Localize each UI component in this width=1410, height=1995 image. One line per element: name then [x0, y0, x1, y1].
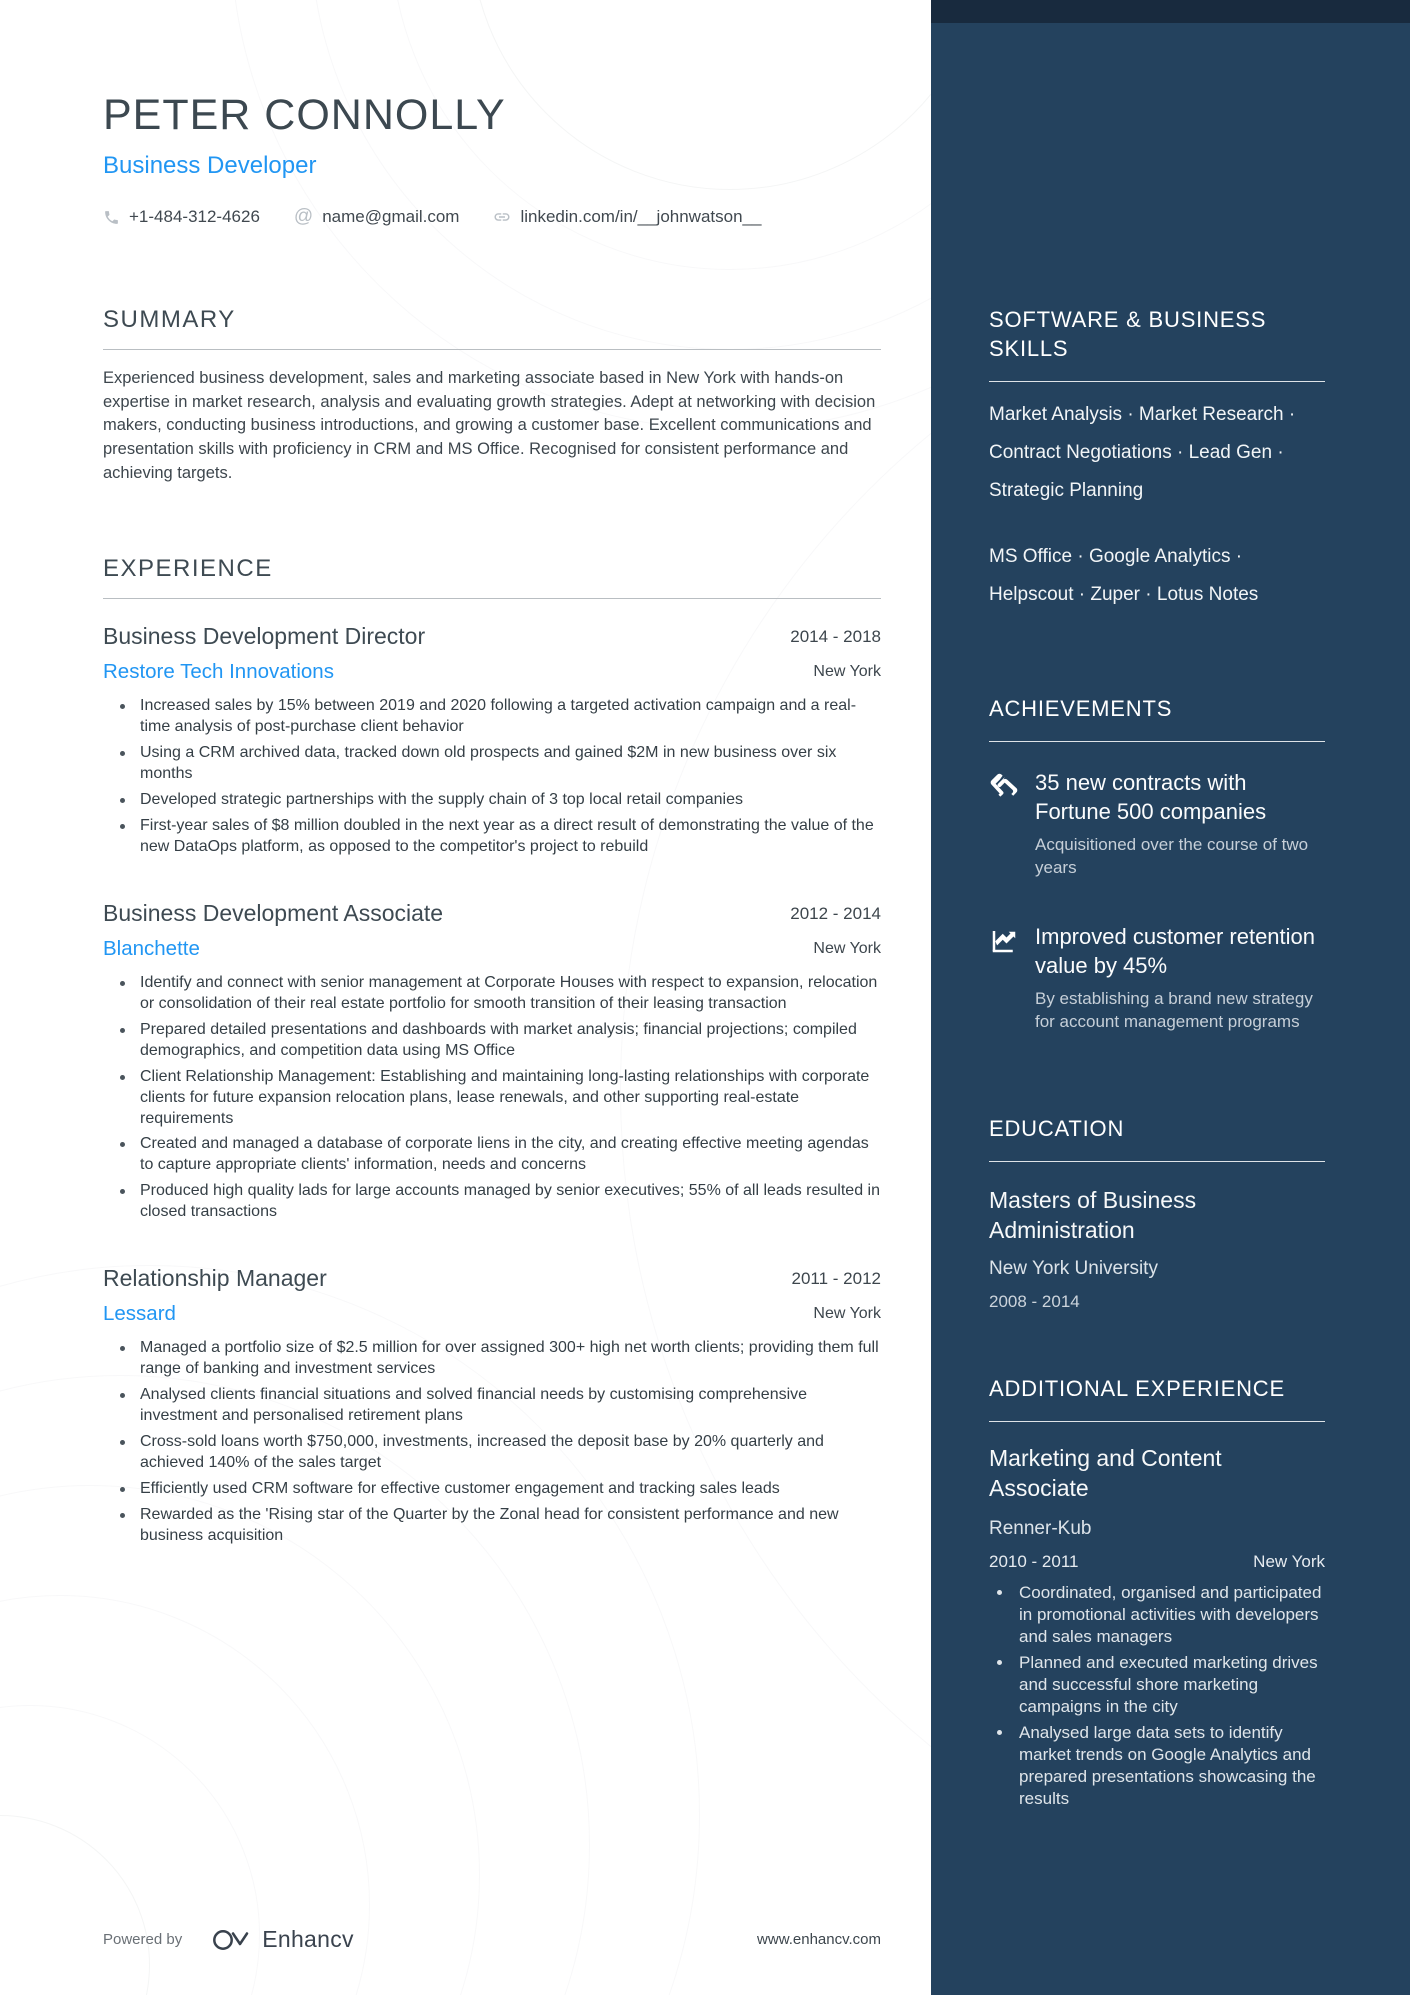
job-company: Blanchette	[103, 936, 200, 960]
sidebar-content	[931, 23, 1410, 1811]
job-title: Business Development Director	[103, 623, 426, 650]
job-bullet: Produced high quality lads for large accounts managed by senior executives; 55% of all leads resulted in closed transactions	[103, 1181, 881, 1223]
summary-text: Experienced business development, sales and marketing associate based in New York with hands-on expertise in market research, analysis and evaluating growth strategies. Adept at networking with decision makers, conducting business introductions, and growing a customer base. Excellent communications and presentation skills with proficiency in CRM and MS Office. Recognised for consistent performance and achieving targets.	[103, 369, 876, 482]
job-bullet: Client Relationship Management: Establishing and maintaining long-lasting relationships with corporate clients for future expansion relocation plans, lease renewals, and other supporting real-estate requirements	[103, 1067, 881, 1130]
trending-up-icon	[989, 922, 1019, 1034]
experience-job	[103, 623, 881, 858]
additional-bullet: Analysed large data sets to identify market trends on Google Analytics and prepared presentations showcasing the results	[989, 1722, 1325, 1810]
achievement-title: 35 new contracts with Fortune 500 companies	[1035, 770, 1267, 825]
job-bullet: First-year sales of $8 million doubled in the next year as a direct result of demonstrating the value of the new DataOps platform, as opposed to the competitor's project to rebuild	[103, 816, 881, 858]
achievement-title: Improved customer retention value by 45%	[1035, 924, 1316, 979]
job-title: Relationship Manager	[103, 1265, 327, 1292]
footer-website[interactable]: www.enhancv.com	[757, 1931, 881, 1948]
additional-job-company: Renner-Kub	[989, 1517, 1092, 1539]
additional-bullet: Planned and executed marketing drives and successful shore marketing campaigns in the city	[989, 1652, 1325, 1718]
job-bullet: Developed strategic partnerships with the supply chain of 3 top local retail companies	[103, 790, 881, 811]
powered-by-label: Powered by	[103, 1931, 183, 1948]
achievements-heading: ACHIEVEMENTS	[989, 694, 1325, 742]
contact-linkedin-text: linkedin.com/in/__johnwatson__	[520, 207, 762, 227]
achievement-body	[1035, 768, 1325, 880]
additional-job-title: Marketing and Content Associate	[989, 1444, 1222, 1501]
experience-section	[103, 555, 881, 1547]
summary-heading: SUMMARY	[103, 306, 881, 350]
job-bullet-list	[103, 973, 881, 1223]
job-bullet: Prepared detailed presentations and dashboards with market analysis; financial projections; compiled demographics, and competition data using MS Office	[103, 1020, 881, 1062]
link-icon	[493, 208, 511, 226]
job-dates: 2011 - 2012	[791, 1269, 881, 1289]
candidate-role: Business Developer	[103, 152, 317, 180]
education-degree: Masters of Business Administration	[989, 1187, 1197, 1243]
contact-row	[103, 206, 881, 228]
job-bullet: Using a CRM archived data, tracked down old prospects and gained $2M in new business over six months	[103, 743, 881, 785]
footer	[103, 1926, 881, 1953]
skills-group: MS Office · Google Analytics · Helpscout · Zuper · Lotus Notes	[989, 546, 1259, 606]
additional-job-location: New York	[1253, 1551, 1325, 1571]
job-bullet: Increased sales by 15% between 2019 and 2020 following a targeted activation campaign and a real-time analysis of post-purchase client behavior	[103, 696, 881, 738]
job-location: New York	[813, 939, 881, 957]
enhancv-logo[interactable]	[212, 1926, 354, 1953]
achievement-description: Acquisitioned over the course of two years	[1035, 835, 1309, 878]
job-location: New York	[813, 1305, 881, 1323]
enhancv-wordmark: Enhancv	[262, 1926, 354, 1952]
job-title: Business Development Associate	[103, 899, 444, 926]
experience-job	[103, 900, 881, 1223]
additional-experience-section	[989, 1374, 1325, 1811]
additional-bullet-list	[989, 1582, 1325, 1811]
job-dates: 2014 - 2018	[790, 627, 881, 647]
experience-heading: EXPERIENCE	[103, 555, 881, 599]
job-company: Lessard	[103, 1302, 176, 1326]
handshake-icon	[989, 768, 1019, 880]
contact-email[interactable]	[294, 206, 460, 228]
education-school: New York University	[989, 1257, 1158, 1279]
job-bullet: Identify and connect with senior management at Corporate Houses with respect to expansion, relocation or consolidation of their real estate portfolio for smooth transition of their leasing transaction	[103, 973, 881, 1015]
contact-linkedin[interactable]	[493, 207, 761, 227]
additional-bullet: Coordinated, organised and participated in promotional activities with developers and sales managers	[989, 1582, 1325, 1648]
job-dates: 2012 - 2014	[790, 903, 881, 923]
job-bullet: Created and managed a database of corporate liens in the city, and creating effective meeting agendas to capture appropriate clients' information, needs and concerns	[103, 1134, 881, 1176]
job-bullet: Rewarded as the 'Rising star of the Quarter by the Zonal head for consistent performance and new business acquisition	[103, 1505, 881, 1547]
contact-phone-text: +1-484-312-4626	[129, 207, 260, 227]
achievements-section	[989, 694, 1325, 1034]
experience-job	[103, 1265, 881, 1547]
job-bullet: Managed a portfolio size of $2.5 million for over assigned 300+ high net worth clients; providing them full range of banking and investment services	[103, 1338, 881, 1380]
achievement-description: By establishing a brand new strategy for account management programs	[1035, 989, 1313, 1032]
skills-group: Market Analysis · Market Research · Contract Negotiations · Lead Gen · Strategic Planning	[989, 404, 1296, 502]
job-location: New York	[813, 663, 881, 681]
additional-job-dates: 2010 - 2011	[989, 1551, 1079, 1571]
contact-email-text: name@gmail.com	[322, 207, 460, 227]
job-bullet: Efficiently used CRM software for effective customer engagement and tracking sales leads	[103, 1479, 881, 1500]
achievement-body	[1035, 922, 1325, 1034]
achievement-item	[989, 768, 1325, 880]
phone-icon	[103, 209, 120, 226]
job-bullet-list	[103, 696, 881, 858]
education-dates: 2008 - 2014	[989, 1291, 1080, 1311]
contact-phone[interactable]	[103, 207, 260, 227]
sidebar-top-band	[931, 0, 1410, 23]
education-heading: EDUCATION	[989, 1114, 1325, 1162]
sidebar	[931, 0, 1410, 1995]
job-bullet: Cross-sold loans worth $750,000, investments, increased the deposit base by 20% quarterly and achieved 140% of the sales target	[103, 1432, 881, 1474]
candidate-name: PETER CONNOLLY	[103, 91, 506, 139]
job-bullet: Analysed clients financial situations and solved financial needs by customising comprehensive investment and personalised retirement plans	[103, 1385, 881, 1427]
skills-heading: SOFTWARE & BUSINESS SKILLS	[989, 305, 1325, 382]
education-section	[989, 1114, 1325, 1312]
additional-experience-heading: ADDITIONAL EXPERIENCE	[989, 1374, 1325, 1422]
job-company: Restore Tech Innovations	[103, 660, 334, 684]
at-icon: @	[293, 206, 314, 228]
enhancv-logo-icon	[212, 1927, 252, 1953]
achievement-item	[989, 922, 1325, 1034]
skills-section	[989, 305, 1325, 614]
summary-section	[103, 306, 881, 485]
job-bullet-list	[103, 1338, 881, 1547]
